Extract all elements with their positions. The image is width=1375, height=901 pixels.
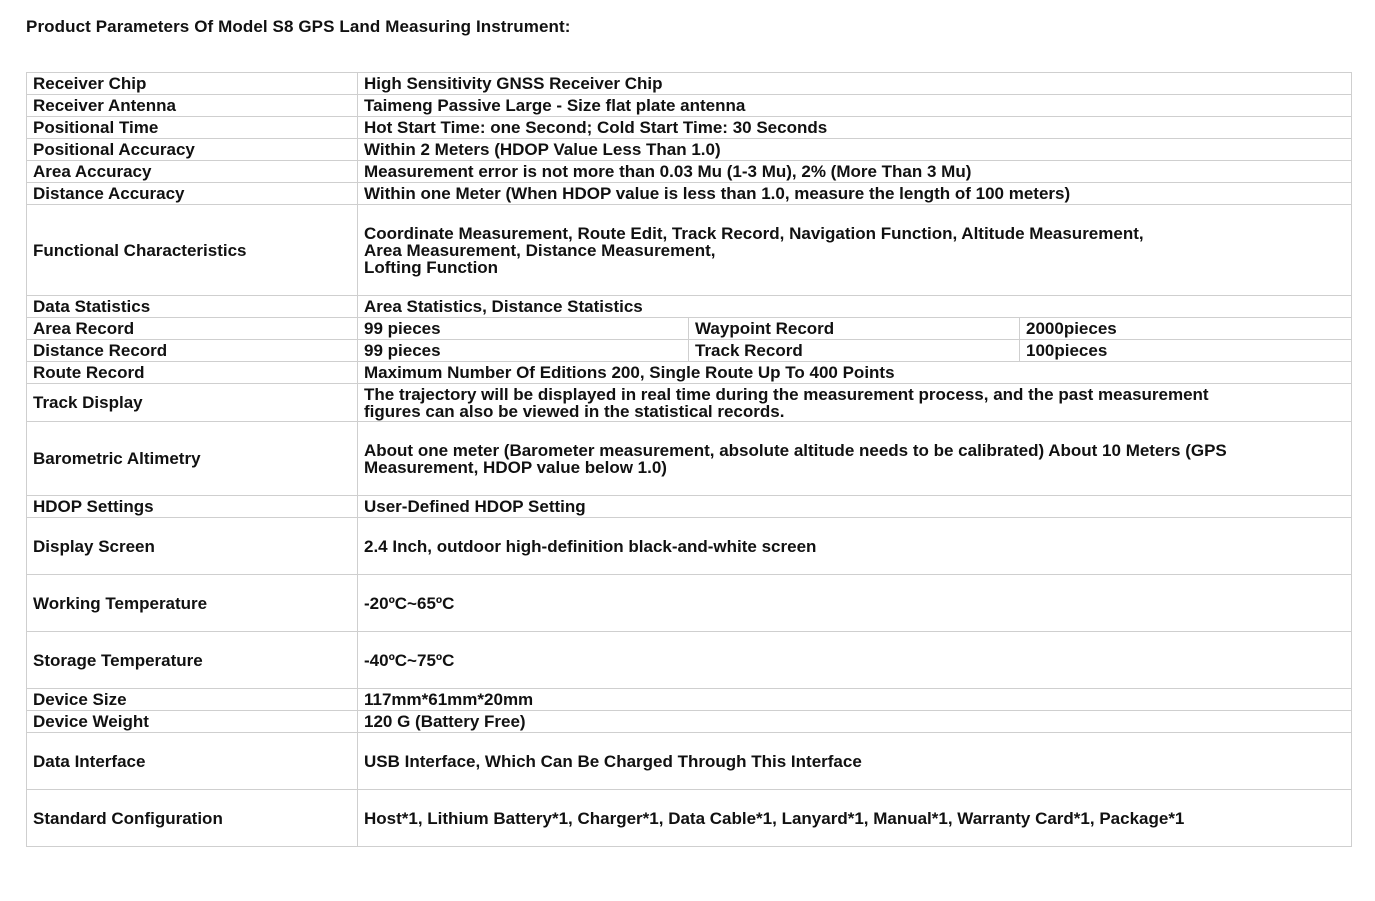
row-value: Measurement error is not more than 0.03 Mu (1-3 Mu), 2% (More Than 3 Mu) (358, 161, 1352, 183)
row-value: USB Interface, Which Can Be Charged Through This Interface (358, 733, 1352, 790)
table-row (27, 117, 1352, 139)
table-row (27, 790, 1352, 847)
row-label: Area Record (27, 318, 358, 340)
value-line: Area Measurement, Distance Measurement, (364, 240, 716, 260)
table-row (27, 632, 1352, 689)
value-line: figures can also be viewed in the statistical records. (364, 401, 785, 421)
row-value (358, 422, 1352, 496)
row-value (358, 205, 1352, 296)
page-title: Product Parameters Of Model S8 GPS Land Measuring Instrument: (26, 17, 571, 36)
row-value: High Sensitivity GNSS Receiver Chip (358, 73, 1352, 95)
row-value: Within 2 Meters (HDOP Value Less Than 1.0) (358, 139, 1352, 161)
table-row (27, 318, 1352, 340)
row-value: 99 pieces (358, 318, 689, 340)
row-label-secondary: Waypoint Record (689, 318, 1020, 340)
table-row (27, 733, 1352, 790)
row-label: Device Weight (27, 711, 358, 733)
row-label: Positional Time (27, 117, 358, 139)
table-row (27, 161, 1352, 183)
row-label: Area Accuracy (27, 161, 358, 183)
row-label: Receiver Chip (27, 73, 358, 95)
row-value: 2.4 Inch, outdoor high-definition black-and-white screen (358, 518, 1352, 575)
table-row (27, 296, 1352, 318)
row-label: Positional Accuracy (27, 139, 358, 161)
spec-table (26, 72, 1352, 847)
row-label: Receiver Antenna (27, 95, 358, 117)
table-row (27, 183, 1352, 205)
row-label: Storage Temperature (27, 632, 358, 689)
table-row (27, 575, 1352, 632)
row-label: Standard Configuration (27, 790, 358, 847)
row-value: Area Statistics, Distance Statistics (358, 296, 1352, 318)
table-row (27, 362, 1352, 384)
row-label: Track Display (27, 384, 358, 422)
table-row (27, 340, 1352, 362)
table-row (27, 384, 1352, 422)
table-row (27, 496, 1352, 518)
table-row (27, 422, 1352, 496)
table-row (27, 139, 1352, 161)
row-label: Device Size (27, 689, 358, 711)
row-value-secondary: 2000pieces (1020, 318, 1352, 340)
table-row (27, 518, 1352, 575)
table-row (27, 689, 1352, 711)
row-label: Distance Record (27, 340, 358, 362)
row-value: 99 pieces (358, 340, 689, 362)
row-label: Data Statistics (27, 296, 358, 318)
row-label: Functional Characteristics (27, 205, 358, 296)
row-label-secondary: Track Record (689, 340, 1020, 362)
row-label: Data Interface (27, 733, 358, 790)
row-label: HDOP Settings (27, 496, 358, 518)
row-label: Route Record (27, 362, 358, 384)
table-row (27, 95, 1352, 117)
row-value: Maximum Number Of Editions 200, Single Route Up To 400 Points (358, 362, 1352, 384)
row-value (358, 384, 1352, 422)
row-label: Barometric Altimetry (27, 422, 358, 496)
value-line: Coordinate Measurement, Route Edit, Track Record, Navigation Function, Altitude Measurement, (364, 223, 1144, 243)
table-row (27, 73, 1352, 95)
row-value: Host*1, Lithium Battery*1, Charger*1, Data Cable*1, Lanyard*1, Manual*1, Warranty Card*1, Package*1 (358, 790, 1352, 847)
row-value: 120 G (Battery Free) (358, 711, 1352, 733)
row-value: -40ºC~75ºC (358, 632, 1352, 689)
row-value-secondary: 100pieces (1020, 340, 1352, 362)
table-row (27, 711, 1352, 733)
row-value: User-Defined HDOP Setting (358, 496, 1352, 518)
row-label: Working Temperature (27, 575, 358, 632)
value-line: Measurement, HDOP value below 1.0) (364, 457, 667, 477)
value-line: Lofting Function (364, 257, 499, 277)
row-label: Display Screen (27, 518, 358, 575)
row-value: Hot Start Time: one Second; Cold Start Time: 30 Seconds (358, 117, 1352, 139)
row-value: 117mm*61mm*20mm (358, 689, 1352, 711)
value-line: About one meter (Barometer measurement, absolute altitude needs to be calibrated) About 10 Meters (GPS (364, 440, 1227, 460)
row-label: Distance Accuracy (27, 183, 358, 205)
row-value: Within one Meter (When HDOP value is less than 1.0, measure the length of 100 meters) (358, 183, 1352, 205)
row-value: -20ºC~65ºC (358, 575, 1352, 632)
value-line: The trajectory will be displayed in real time during the measurement process, and the past measurement (364, 384, 1209, 404)
row-value: Taimeng Passive Large - Size flat plate antenna (358, 95, 1352, 117)
table-row (27, 205, 1352, 296)
